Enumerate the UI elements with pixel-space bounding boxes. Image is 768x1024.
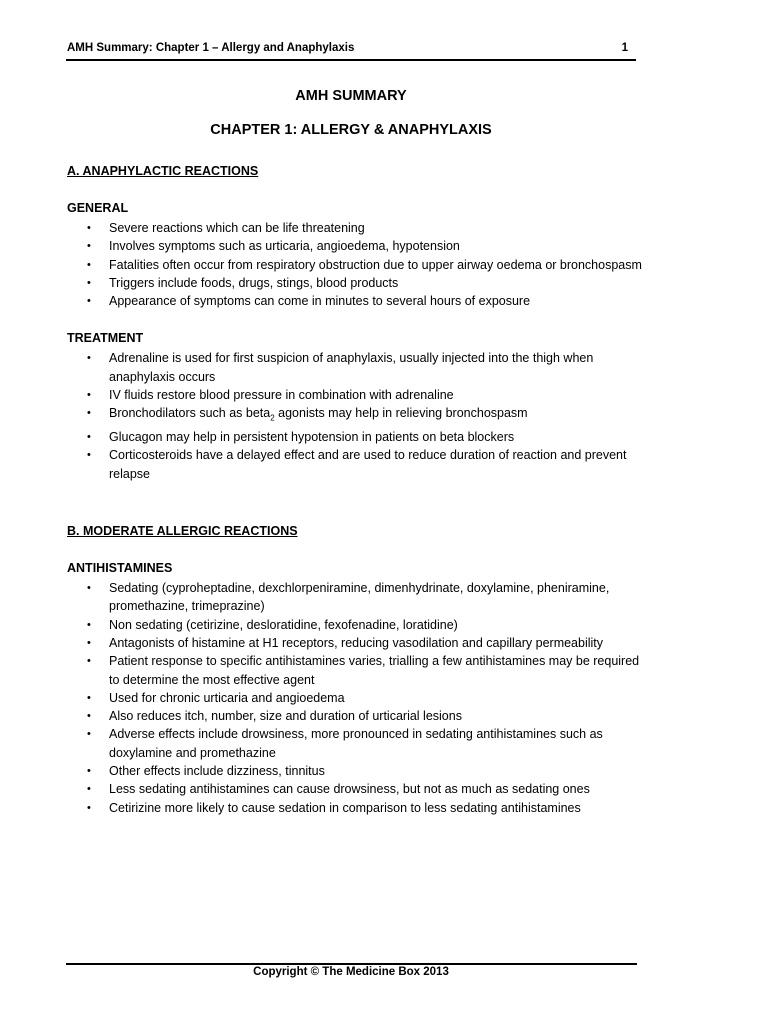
bullet-icon: •	[87, 276, 91, 289]
bullet-icon: •	[87, 801, 91, 814]
antihistamines-list	[67, 579, 647, 817]
list-item	[67, 274, 647, 292]
list-item-text: Fatalities often occur from respiratory obstruction due to upper airway oedema or bronchospasm	[109, 257, 642, 272]
list-item-text: Appearance of symptoms can come in minutes to several hours of exposure	[109, 294, 531, 309]
list-item	[67, 725, 647, 762]
list-item-text: Corticosteroids have a delayed effect and are used to reduce duration of reaction and prevent relapse	[109, 448, 627, 481]
list-item	[67, 689, 647, 707]
footer-copyright: Copyright © The Medicine Box 2013	[253, 966, 449, 978]
list-item	[67, 799, 647, 817]
list-item	[67, 219, 647, 237]
page-number: 1	[621, 42, 628, 54]
bullet-icon: •	[87, 765, 91, 778]
chapter-title: CHAPTER 1: ALLERGY & ANAPHYLAXIS	[210, 122, 492, 138]
bullet-icon: •	[87, 728, 91, 741]
list-item-text: Glucagon may help in persistent hypotension in patients on beta blockers	[109, 430, 515, 445]
list-item	[67, 780, 647, 798]
list-item-text: Also reduces itch, number, size and duration of urticarial lesions	[109, 709, 462, 724]
list-item	[67, 404, 647, 428]
bullet-icon: •	[87, 222, 91, 234]
bullet-icon: •	[87, 655, 91, 668]
running-header-title: AMH Summary: Chapter 1 – Allergy and Anaphylaxis	[67, 42, 355, 54]
list-item-text: Adrenaline is used for first suspicion of anaphylaxis, usually injected into the thigh when anaphylaxis occurs	[109, 351, 594, 384]
list-item-text: Patient response to specific antihistamines varies, trialling a few antihistamines may be required to determine the most effective agent	[109, 654, 640, 687]
bullet-icon: •	[87, 258, 91, 271]
bullet-icon: •	[87, 407, 91, 420]
list-item	[67, 292, 647, 310]
list-item-text: Sedating (cyproheptadine, dexchlorpeniramine, dimenhydrinate, doxylamine, pheniramine, promethazine, trimeprazine)	[109, 581, 610, 614]
bullet-icon: •	[87, 710, 91, 723]
list-item	[67, 762, 647, 780]
list-item-text: Severe reactions which can be life threatening	[109, 221, 365, 235]
list-item-text-part: Bronchodilators such as beta	[109, 406, 271, 421]
list-item-text: Used for chronic urticaria and angioedema	[109, 690, 345, 705]
list-item	[67, 579, 647, 616]
list-item-text: Other effects include dizziness, tinnitus	[109, 764, 325, 779]
list-item	[67, 652, 647, 689]
list-item-text: Cetirizine more likely to cause sedation in comparison to less sedating antihistamines	[109, 800, 581, 815]
list-item-text: Antagonists of histamine at H1 receptors, reducing vasodilation and capillary permeability	[109, 635, 604, 650]
subscript: 2	[270, 413, 275, 423]
list-item	[67, 446, 647, 483]
antihistamines-heading: ANTIHISTAMINES	[67, 561, 173, 576]
footer-rule	[66, 963, 637, 965]
list-item-text: Involves symptoms such as urticaria, angioedema, hypotension	[109, 239, 460, 254]
bullet-icon: •	[87, 240, 91, 253]
bullet-icon: •	[87, 389, 91, 402]
list-item-text: IV fluids restore blood pressure in combination with adrenaline	[109, 388, 454, 403]
bullet-icon: •	[87, 431, 91, 444]
general-list	[67, 219, 647, 310]
list-item-text	[109, 406, 528, 423]
list-item-text: Triggers include foods, drugs, stings, blood products	[109, 275, 399, 290]
treatment-list	[67, 349, 647, 483]
list-item	[67, 237, 647, 255]
section-b-heading: B. MODERATE ALLERGIC REACTIONS	[67, 524, 298, 539]
list-item-text: Non sedating (cetirizine, desloratidine, fexofenadine, loratidine)	[109, 617, 458, 632]
document-title: AMH SUMMARY	[295, 88, 407, 104]
list-item	[67, 634, 647, 652]
list-item	[67, 428, 647, 446]
running-header	[66, 41, 636, 61]
bullet-icon: •	[87, 618, 91, 631]
general-heading: GENERAL	[67, 201, 129, 215]
bullet-icon: •	[87, 783, 91, 796]
list-item-text: Less sedating antihistamines can cause drowsiness, but not as much as sedating ones	[109, 782, 590, 797]
list-item	[67, 386, 647, 404]
bullet-icon: •	[87, 295, 91, 308]
bullet-icon: •	[87, 352, 91, 365]
bullet-icon: •	[87, 636, 91, 649]
list-item-text-part: agonists may help in relieving bronchospasm	[274, 406, 528, 421]
bullet-icon: •	[87, 691, 91, 704]
bullet-icon: •	[87, 582, 91, 595]
section-a-heading: A. ANAPHYLACTIC REACTIONS	[67, 164, 259, 178]
bullet-icon: •	[87, 449, 91, 462]
list-item	[67, 616, 647, 634]
document-body	[67, 163, 647, 817]
list-item	[67, 349, 647, 386]
list-item-text: Adverse effects include drowsiness, more pronounced in sedating antihistamines such as doxylamine and promethazine	[109, 727, 603, 760]
list-item	[67, 707, 647, 725]
list-item	[67, 256, 647, 274]
treatment-heading: TREATMENT	[67, 331, 144, 346]
